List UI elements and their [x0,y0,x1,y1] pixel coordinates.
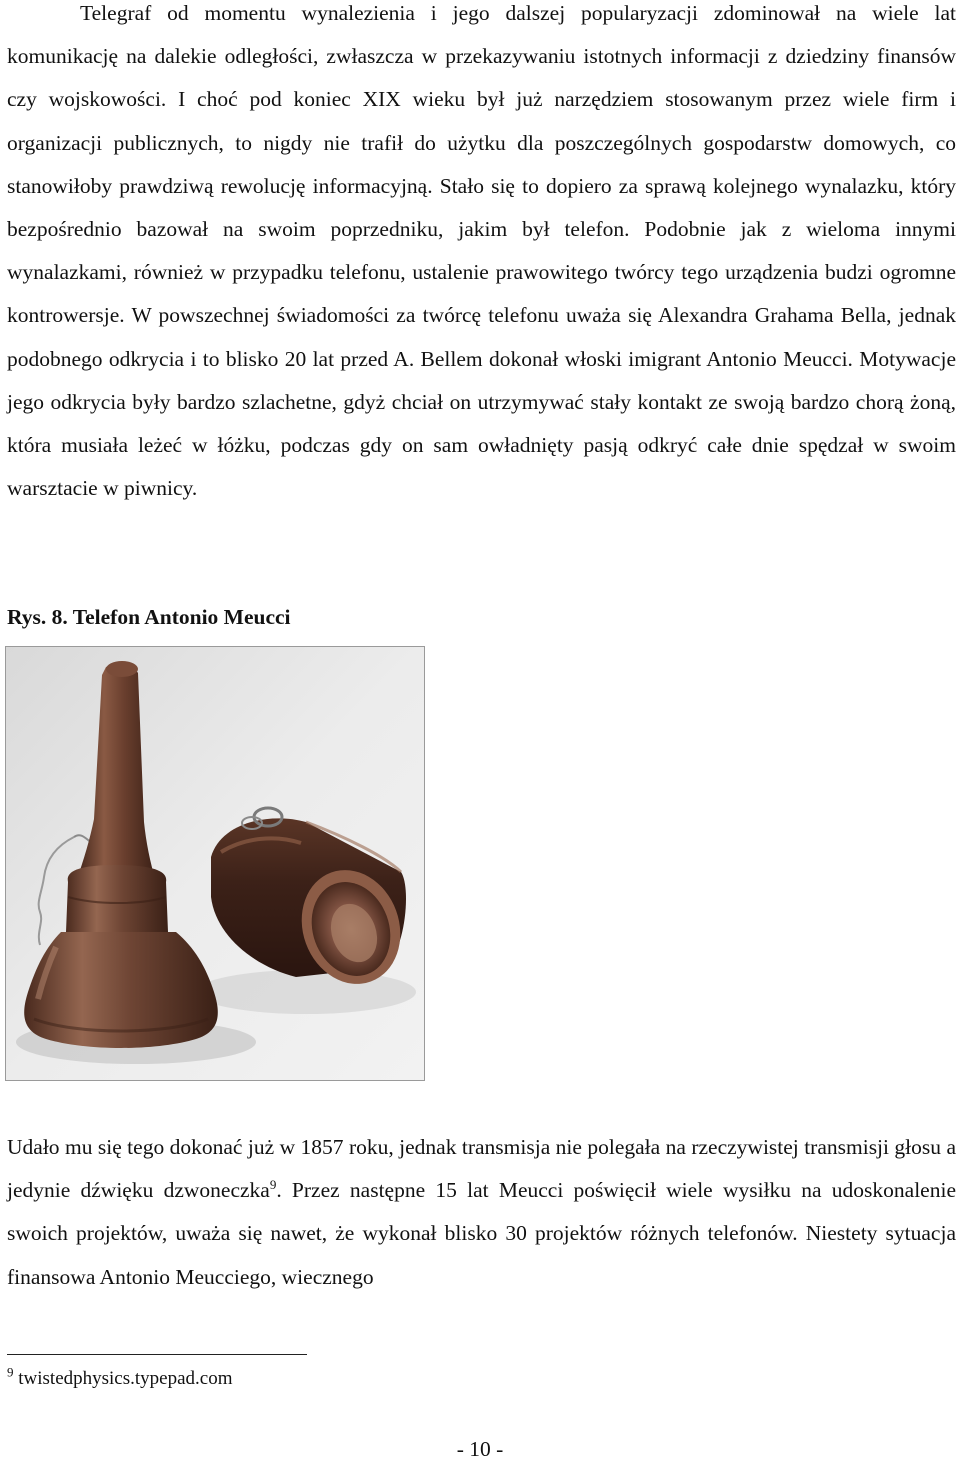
body-paragraph-1: Telegraf od momentu wynalezienia i jego dalszej popularyzacji zdominował na wiele lat komunikację na dalekie odległości, zwłaszcza w przekazywaniu istotnych informacji z dziedziny finansów czy wojskowości. I choć pod koniec XIX wieku był już narzędziem stosowanym przez wiele firm i organizacji publicznych, to nigdy nie trafił do użytku dla poszczególnych gospodarstw domowych, co stanowiłoby prawdziwą rewolucję informacyjną. Stało się to dopiero za sprawą kolejnego wynalazku, który bezpośrednio bazował na swoim poprzedniku, jakim był telefon. Podobnie jak z wieloma innymi wynalazkami, również w przypadku telefonu, ustalenie prawowitego twórcy tego urządzenia budzi ogromne kontrowersje. W powszechnej świadomości za twórcę telefonu uważa się Alexandra Grahama Bella, jednak podobnego odkrycia i to blisko 20 lat przed A. Bellem dokonał włoski imigrant Antonio Meucci. Motywacje jego odkrycia były bardzo szlachetne, gdyż chciał on utrzymywać stały kontakt ze swoją bardzo chorą żoną, która musiała leżeć w łóżku, podczas gdy on sam owładnięty pasją odkryć całe dnie spędzał w swoim warsztacie w piwnicy. [7,1,956,501]
paragraph2-text-after-note: . Przez następne 15 lat Meucci poświęcił wiele wysiłku na udoskonalenie swoich projektów, uważa się nawet, że wykonał blisko 30 projektów różnych telefonów. Niestety sytuacja finansowa Antonio Meucciego, wiecznego [7,1178,956,1289]
body-paragraph-2 [7,1126,956,1299]
footnote-text: twistedphysics.typepad.com [18,1368,233,1389]
footnote [7,1366,233,1392]
footnote-reference[interactable]: 9 [269,1177,277,1193]
page-number: - 10 - [456,1437,504,1461]
figure-caption: Rys. 8. Telefon Antonio Meucci [7,605,291,629]
footnote-separator [7,1354,307,1355]
telephone-photo [5,646,425,1081]
antique-telephone-illustration [6,647,425,1081]
paragraph2-text-before-note: Udało mu się tego dokonać już w 1857 roku, jednak transmisja nie polegała na rzeczywistej transmisji głosu a jedynie dźwięku dzwoneczka [7,1135,956,1203]
footnote-number: 9 [7,1364,14,1380]
